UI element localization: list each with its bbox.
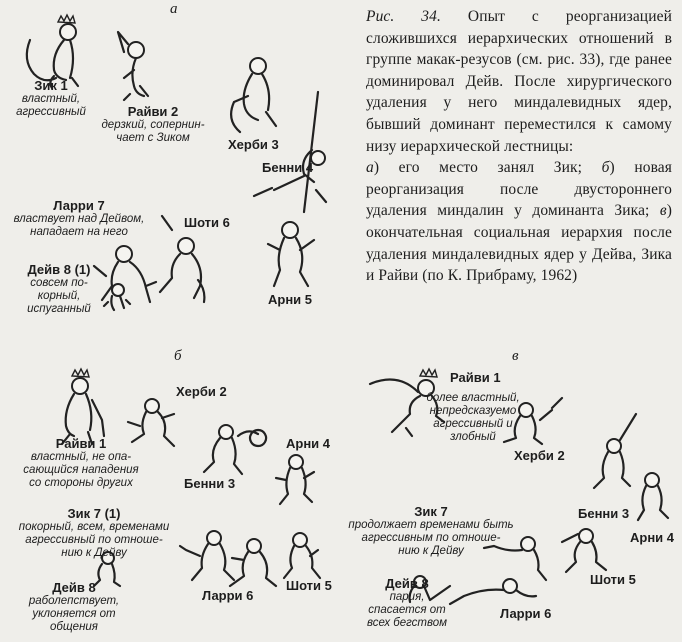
monkey-label-zik-c — [346, 504, 516, 558]
monkey-desc-line: чает с Зиком — [116, 132, 190, 144]
monkey-desc-line: властвует над Дейвом, — [13, 213, 145, 225]
monkey-desc-line: агрессивный по отноше- — [25, 534, 163, 546]
monkey-name: Дейв 8 — [52, 580, 96, 595]
monkey-name-benni-a: Бенни 4 — [262, 160, 314, 175]
panel-b-letter: б — [174, 348, 182, 364]
monkey-desc-line: совсем по- — [30, 277, 88, 289]
caption-a-label: а — [366, 159, 374, 177]
monkey-desc-line: непредсказуемо — [429, 405, 517, 417]
panel-c-letter: в — [512, 348, 519, 364]
monkey-desc-line: более властный, — [426, 392, 520, 404]
monkey-desc-line: агрессивным по отноше- — [361, 532, 501, 544]
monkey-name-shoti-c: Шоти 5 — [590, 572, 636, 587]
monkey-desc-line: спасается от — [368, 604, 446, 616]
monkey-larri-b-drawing — [230, 539, 276, 586]
monkey-label-larri-a — [4, 198, 154, 239]
monkey-name: Дейв 8 — [385, 576, 429, 591]
monkey-label-deiv-a — [14, 262, 104, 316]
monkey-benni-c-drawing — [594, 414, 636, 488]
monkey-desc-line: нападает на него — [30, 226, 128, 238]
caption-a-text: ) его место занял Зик; — [373, 159, 583, 177]
monkey-deiv-a-drawing — [104, 284, 130, 310]
monkey-benni-a-drawing — [254, 92, 326, 212]
monkey-desc-line: агрессивный — [16, 106, 86, 118]
monkey-raivi-a-drawing — [118, 32, 148, 100]
monkey-name: Райви 1 — [55, 436, 107, 451]
monkey-name-benni-c: Бенни 3 — [578, 506, 630, 521]
caption-c-label: в — [659, 202, 667, 220]
monkey-herbi-a-drawing — [231, 58, 276, 132]
monkey-shoti-c-drawing — [562, 529, 606, 572]
monkey-name-larri-c: Ларри 6 — [500, 606, 552, 621]
monkey-name-arni-a: Арни 5 — [268, 292, 313, 307]
caption-b-text: ) новая реорганизация после двустороннего удаления миндалин у доминанта Зика; — [366, 159, 673, 220]
monkey-name-benni-b: Бенни 3 — [184, 476, 236, 491]
monkey-benni-b-drawing — [204, 425, 266, 474]
monkey-larri-c-drawing — [450, 579, 536, 604]
monkey-name-herbi-a: Херби 3 — [228, 137, 279, 152]
monkey-label-deiv-c — [362, 576, 452, 630]
monkey-raivi-b-drawing — [62, 369, 104, 444]
monkey-label-zik-b — [4, 506, 184, 560]
monkey-desc-line: нию к Дейву — [61, 547, 127, 559]
monkey-desc-line: раболепствует, — [28, 595, 120, 607]
monkey-name-arni-b: Арни 4 — [286, 436, 331, 451]
caption-c-text: ) окончательная социальная иерархия после удаления миндалевидных ядер у Дейва, Зика и Райви (по К. Прибраму, 1962) — [366, 202, 672, 285]
monkey-label-zik-a — [6, 78, 96, 119]
monkey-arni-c-drawing — [638, 473, 668, 520]
monkey-desc-line: властный, не опа- — [30, 451, 132, 463]
monkey-name-larri-b: Ларри 6 — [202, 588, 254, 603]
figure-caption — [366, 6, 672, 287]
monkey-desc-line: испуганный — [27, 303, 91, 315]
monkey-desc-line: пария, — [389, 591, 425, 603]
monkey-desc-line: продолжает временами быть — [348, 519, 514, 531]
monkey-name-herbi-b: Херби 2 — [176, 384, 227, 399]
monkey-desc-line: общения — [50, 621, 98, 633]
monkey-label-raivi-a — [98, 104, 208, 145]
monkey-desc-line: покорный, всем, временами — [18, 521, 170, 533]
monkey-name-herbi-c: Херби 2 — [514, 448, 565, 463]
monkey-label-raivi-b — [6, 436, 156, 490]
monkey-desc-line: корный, — [37, 290, 81, 302]
monkey-desc-line: злобный — [450, 431, 496, 443]
monkey-desc-line: всех бегством — [366, 617, 448, 629]
monkey-name: Зик 7 — [414, 504, 448, 519]
figure-label: Рис. 34. — [366, 8, 441, 25]
caption-b-label: б — [601, 159, 610, 177]
monkey-desc-line: нию к Дейву — [398, 545, 464, 557]
monkey-shoti-b-drawing — [284, 533, 320, 578]
monkey-desc-line: уклоняется от — [32, 608, 116, 620]
monkey-arni-b-drawing — [276, 455, 314, 504]
monkey-name: Дейв 8 (1) — [27, 262, 91, 277]
caption-intro: Опыт с реорганизацией сложившихся иерархических отношений в группе макак-резусов (см. рис. 33), где ранее доминировал Дейв. После хирургического удаления у него миндалевидных ядер, бывший доминант переместился к самому низу иерархической лестницы: — [366, 8, 672, 155]
monkey-desc-line: дерзкий, сопернин- — [101, 119, 205, 131]
monkey-name: Зик 1 — [34, 78, 68, 93]
monkey-name-raivi-c: Райви 1 — [450, 370, 501, 385]
monkey-name: Зик 7 (1) — [67, 506, 121, 521]
monkey-desc-raivi-c — [418, 392, 528, 444]
monkey-desc-line: сающийся нападения — [23, 464, 139, 476]
monkey-name: Ларри 7 — [53, 198, 105, 213]
monkey-name-shoti-b: Шоти 5 — [286, 578, 332, 593]
panel-a-letter: а — [170, 1, 178, 17]
monkey-name: Райви 2 — [127, 104, 179, 119]
monkey-label-deiv-b — [14, 580, 134, 634]
monkey-arni-a-drawing — [268, 222, 314, 286]
monkey-name-shoti-a: Шоти 6 — [184, 215, 230, 230]
monkey-desc-line: со стороны других — [29, 477, 133, 489]
monkey-name-arni-c: Арни 4 — [630, 530, 675, 545]
monkey-desc-line: агрессивный и — [433, 418, 513, 430]
monkey-desc-line: властный, — [21, 93, 81, 105]
monkey-zik-b-drawing — [180, 531, 234, 580]
